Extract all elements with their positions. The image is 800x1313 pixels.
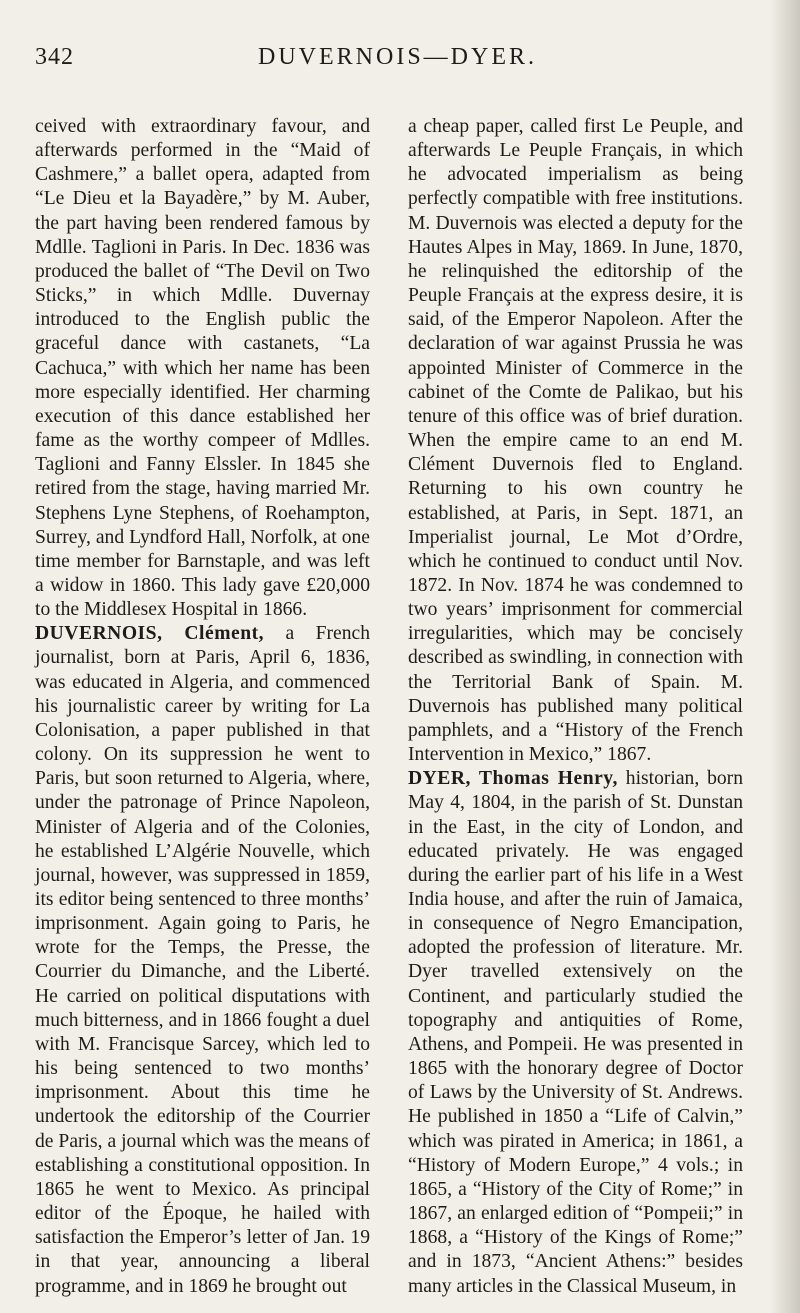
page-number: 342 bbox=[35, 44, 74, 70]
entry-name-duvernois: DUVERNOIS, Clément, bbox=[35, 623, 265, 645]
entry-duvernois bbox=[35, 622, 370, 1298]
paragraph-duvernay-continued: ceived with extraordinary favour, and afterwards performed in the “Maid of Cashmere,” a ballet opera, adapted from “Le Dieu et la Bayadère,” by M. Auber, the part having been rendered famous by Mdlle. Taglioni in Paris. In Dec. 1836 was produced the ballet of “The Devil on Two Sticks,” in which Mdlle. Duvernay introduced to the English public the graceful dance with castanets, “La Cachuca,” with which her name has been more especially identified. Her charming execution of this dance established her fame as the worthy compeer of Mdlles. Taglioni and Fanny Elssler. In 1845 she retired from the stage, having married Mr. Stephens Lyne Stephens, of Roehampton, Surrey, and Lyndford Hall, Norfolk, at one time member for Barnstaple, and was left a widow in 1860. This lady gave £20,000 to the Middlesex Hospital in 1866. bbox=[35, 116, 370, 621]
entry-dyer bbox=[408, 767, 743, 1298]
running-title: DUVERNOIS—DYER. bbox=[258, 44, 537, 70]
page-edge-shadow bbox=[770, 0, 800, 1313]
entry-name-dyer: DYER, Thomas Henry, bbox=[408, 768, 618, 790]
paragraph-duvernois-continued: a cheap paper, called first Le Peuple, and afterwards Le Peuple Français, in which he advocated imperialism as being perfectly compatible with free institutions. M. Duvernois was elected a deputy for the Hautes Alpes in May, 1869. In June, 1870, he relinquished the editorship of the Peuple Français at the express desire, it is said, of the Emperor Napoleon. After the declaration of war against Prussia he was appointed Minister of Commerce in the cabinet of the Comte de Palikao, but his tenure of this office was of brief duration. When the empire came to an end M. Clément Duvernois fled to England. Returning to his own country he established, at Paris, in Sept. 1871, an Imperialist journal, Le Mot d’Ordre, which he continued to conduct until Nov. 1872. In Nov. 1874 he was condemned to two years’ imprisonment for commercial irregularities, which may be concisely described as swindling, in connection with the Territorial Bank of Spain. M. Duvernois has published many political pamphlets, and a “History of the French Intervention in Mexico,” 1867. bbox=[408, 116, 743, 766]
right-column bbox=[408, 115, 743, 1299]
page-header bbox=[35, 44, 760, 84]
entry-text-duvernois: a French journalist, born at Paris, April 6, 1836, was educated in Algeria, and commenced his journalistic career by writing for La Colonisation, a paper published in that colony. On its suppression he went to Paris, but soon returned to Algeria, where, under the patronage of Prince Napoleon, Minister of Algeria and of the Colonies, he established L’Algérie Nouvelle, which journal, however, was suppressed in 1859, its editor being sentenced to three months’ imprisonment. Again going to Paris, he wrote for the Temps, the Presse, the Courrier du Dimanche, and the Liberté. He carried on political disputations with much bitterness, and in 1866 fought a duel with M. Francisque Sarcey, which led to his being sentenced to two months’ imprisonment. About this time he undertook the editorship of the Courrier de Paris, a journal which was the means of establishing a constitutional opposition. In 1865 he went to Mexico. As principal editor of the Époque, he hailed with satisfaction the Emperor’s letter of Jan. 19 in that year, announcing a liberal programme, and in 1869 he brought out bbox=[35, 623, 371, 1297]
entry-text-dyer: historian, born May 4, 1804, in the parish of St. Dunstan in the East, in the city of London, and educated privately. He was engaged during the earlier part of his life in a West India house, and after the ruin of Jamaica, in consequence of Negro Emancipation, adopted the profession of literature. Mr. Dyer travelled extensively on the Continent, and particularly studied the topography and antiquities of Rome, Athens, and Pompeii. He was presented in 1865 with the honorary degree of Doctor of Laws by the University of St. Andrews. He published in 1850 a “Life of Calvin,” which was pirated in America; in 1861, a “History of Modern Europe,” 4 vols.; in 1865, a “History of the City of Rome;” in 1867, an enlarged edition of “Pompeii;” in 1868, a “History of the Kings of Rome;” and in 1873, “Ancient Athens:” besides many articles in the Classical Museum, in bbox=[408, 768, 743, 1297]
left-column bbox=[35, 115, 370, 1299]
